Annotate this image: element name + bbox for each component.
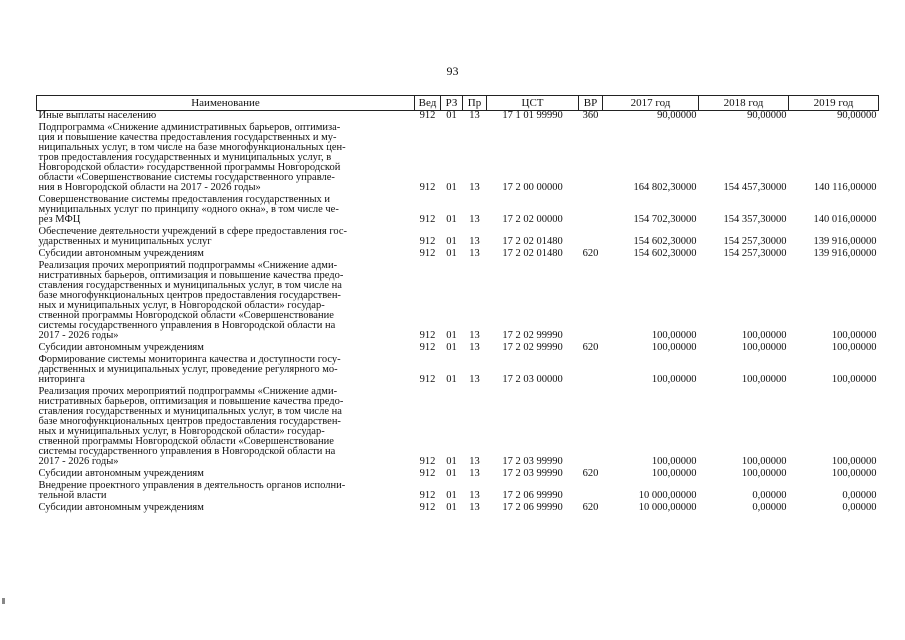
cell-y2017: 10 000,00000 [638,490,697,501]
page-number: 93 [446,64,459,78]
cell-vr: 620 [582,468,599,479]
header-rz: РЗ [441,96,463,111]
cell-rz: 01 [446,374,457,385]
cell-y2018: 154 257,30000 [723,248,787,259]
cell-cst: 17 2 06 99990 [502,490,563,501]
cell-name: Формирование системы мониторинга качества и доступности госу- дарственных и муниципальных услуг, проведение регулярного мо- ниторинга [38,354,341,385]
cell-y2018: 154 457,30000 [723,182,787,193]
table-row [37,387,879,469]
cell-ved: 912 [419,502,436,513]
header-2017: 2017 год [603,96,699,111]
cell-y2017: 100,00000 [651,330,697,341]
cell-rz: 01 [446,342,457,353]
cell-y2019: 100,00000 [831,374,877,385]
cell-rz: 01 [446,236,457,247]
cell-rz: 01 [446,456,457,467]
header-2019: 2019 год [789,96,879,111]
cell-y2017: 10 000,00000 [638,502,697,513]
cell-vr: 360 [582,110,599,121]
cell-rz: 01 [446,502,457,513]
cell-pr: 13 [469,468,480,479]
cell-ved: 912 [419,490,436,501]
cell-name: Обеспечение деятельности учреждений в сфере предоставления гос- ударственных и муниципальных услуг [38,226,348,247]
cell-cst: 17 2 02 01480 [502,236,563,247]
header-name: Наименование [37,96,415,111]
cell-y2017: 100,00000 [651,456,697,467]
cell-ved: 912 [419,248,436,259]
cell-pr: 13 [469,330,480,341]
cell-y2019: 140 016,00000 [813,214,877,225]
cell-name: Реализация прочих мероприятий подпрограммы «Снижение адми- нистративных барьеров, оптимизация и повышение качества предо- ставления государственных и муниципальных услуг, в том числе на базе многофункциональных центров предоставления государствен- ных и муниципальных услуг, в Новгородской области» государ- ственной программы Новгородской области «Совершенствование системы государственного управления в Новгородской области на 2017 - 2026 годы» [38,386,344,467]
cell-ved: 912 [419,214,436,225]
cell-pr: 13 [469,456,480,467]
cell-rz: 01 [446,330,457,341]
header-cst: ЦСТ [487,96,579,111]
cell-ved: 912 [419,374,436,385]
cell-vr [579,261,603,343]
cell-cst: 17 2 02 00000 [502,214,563,225]
cell-vr [579,195,603,227]
cell-name: Совершенствование системы предоставления государственных и муниципальных услуг по принципу «одного окна», в том числе че- рез МФЦ [38,194,339,225]
cell-y2019: 0,00000 [842,502,877,513]
header-2018: 2018 год [699,96,789,111]
cell-vr: 620 [582,248,599,259]
table-row [37,355,879,387]
cell-rz: 01 [446,110,457,121]
cell-y2017: 154 702,30000 [633,214,697,225]
cell-y2017: 100,00000 [651,468,697,479]
cell-cst: 17 2 02 99990 [502,342,563,353]
cell-pr: 13 [469,182,480,193]
cell-cst: 17 2 06 99990 [502,502,563,513]
cell-pr: 13 [469,342,480,353]
cell-y2019: 90,00000 [837,110,877,121]
cell-y2018: 154 357,30000 [723,214,787,225]
cell-y2019: 100,00000 [831,330,877,341]
cell-y2017: 90,00000 [657,110,697,121]
cell-rz: 01 [446,182,457,193]
cell-ved: 912 [419,330,436,341]
cell-y2019: 100,00000 [831,468,877,479]
cell-cst: 17 2 02 99990 [502,330,563,341]
cell-y2019: 100,00000 [831,342,877,353]
cell-y2017: 100,00000 [651,374,697,385]
cell-name: Внедрение проектного управления в деятельность органов исполни- тельной власти [38,480,346,501]
cell-ved: 912 [419,110,436,121]
cell-cst: 17 2 03 00000 [502,374,563,385]
cell-y2019: 100,00000 [831,456,877,467]
cell-y2017: 164 802,30000 [633,182,697,193]
cell-vr [579,481,603,503]
table-body [37,111,879,516]
cell-pr: 13 [469,490,480,501]
cell-name: Иные выплаты населению [38,110,157,121]
cell-rz: 01 [446,468,457,479]
cell-ved: 912 [419,456,436,467]
cell-y2019: 140 116,00000 [813,182,877,193]
cell-ved: 912 [419,342,436,353]
cell-cst: 17 2 02 01480 [502,248,563,259]
cell-rz: 01 [446,214,457,225]
cell-name: Субсидии автономным учреждениям [38,468,204,479]
cell-y2019: 0,00000 [842,490,877,501]
cell-pr: 13 [469,248,480,259]
cell-y2018: 0,00000 [752,490,787,501]
cell-y2017: 100,00000 [651,342,697,353]
cell-y2019: 139 916,00000 [813,248,877,259]
cell-cst: 17 2 03 99990 [502,468,563,479]
cell-pr: 13 [469,502,480,513]
cell-cst: 17 2 03 99990 [502,456,563,467]
cell-vr [579,387,603,469]
cell-vr: 620 [582,342,599,353]
cell-ved: 912 [419,468,436,479]
cell-pr: 13 [469,374,480,385]
cell-ved: 912 [419,182,436,193]
cell-name: Реализация прочих мероприятий подпрограммы «Снижение адми- нистративных барьеров, оптимизация и повышение качества предо- ставления государственных и муниципальных услуг, в том числе на базе многофункциональных центров предоставления государствен- ных и муниципальных услуг, в Новгородской области» государ- ственной программы Новгородской области «Совершенствование системы государственного управления в Новгородской области на 2017 - 2026 годы» [38,260,344,341]
cell-ved: 912 [419,236,436,247]
cell-y2018: 100,00000 [741,330,787,341]
table-row [37,227,879,249]
cell-rz: 01 [446,248,457,259]
cell-y2019: 139 916,00000 [813,236,877,247]
cell-pr: 13 [469,214,480,225]
cell-cst: 17 2 00 00000 [502,182,563,193]
cell-y2017: 154 602,30000 [633,236,697,247]
budget-table [36,95,879,515]
cell-y2018: 0,00000 [752,502,787,513]
table-row [37,123,879,195]
cell-y2018: 90,00000 [747,110,787,121]
table-row [37,481,879,503]
cell-name: Субсидии автономным учреждениям [38,248,204,259]
cell-name: Подпрограмма «Снижение административных барьеров, оптимиза- ция и повышение качества предоставления государственных и му- ниципальных услуг, в том числе на базе многофункциональных цен- тров предоставления государственных и муниципальных услуг, в Новгородской области» государственной программы Новгородской области «Совершенствование системы государственного управле- ния в Новгородской области на 2017 - 2026 годы» [38,122,346,193]
cell-y2017: 154 602,30000 [633,248,697,259]
table-row [37,503,879,515]
cell-name: Субсидии автономным учреждениям [38,502,204,513]
table-row [37,195,879,227]
cell-rz: 01 [446,490,457,501]
header-pr: Пр [463,96,487,111]
table-header [37,96,879,111]
cell-vr [579,355,603,387]
cell-vr [579,123,603,195]
cell-pr: 13 [469,110,480,121]
cell-y2018: 154 257,30000 [723,236,787,247]
cell-name: Субсидии автономным учреждениям [38,342,204,353]
cell-y2018: 100,00000 [741,342,787,353]
cell-y2018: 100,00000 [741,456,787,467]
cell-y2018: 100,00000 [741,374,787,385]
cell-y2018: 100,00000 [741,468,787,479]
header-ved: Вед [415,96,441,111]
cell-cst: 17 1 01 99990 [502,110,563,121]
scan-edge-mark [2,598,5,604]
table-row [37,261,879,343]
cell-vr [579,227,603,249]
cell-vr: 620 [582,502,599,513]
header-vr: ВР [579,96,603,111]
cell-pr: 13 [469,236,480,247]
